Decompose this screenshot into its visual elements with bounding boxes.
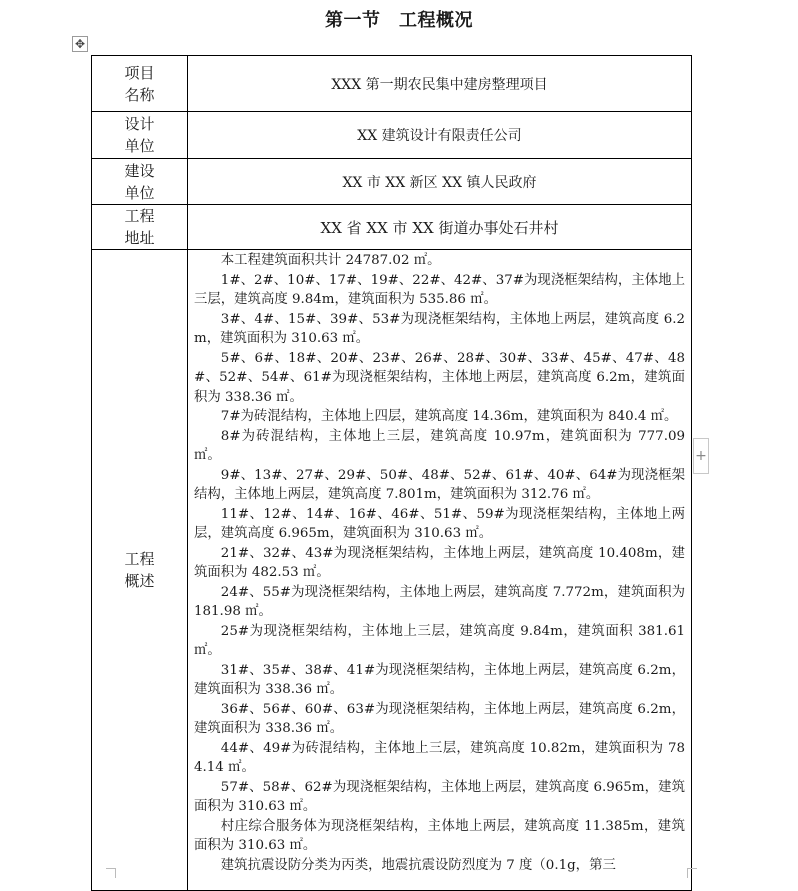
overview-paragraph: 村庄综合服务体为现浇框架结构，主体地上两层，建筑高度 11.385m，建筑面积为 310.63 ㎡。 [194, 818, 685, 853]
construction-unit-label: 建设 单位 [92, 159, 188, 205]
overview-paragraph: 本工程建筑面积共计 24787.02 ㎡。 [220, 253, 441, 268]
overview-paragraph: 44#、49#为砖混结构，主体地上三层，建筑高度 10.82m，建筑面积为 784.14 ㎡。 [194, 740, 685, 775]
overview-paragraph: 24#、55#为现浇框架结构，主体地上两层，建筑高度 7.772m，建筑面积为 181.98 ㎡。 [194, 584, 685, 619]
table-move-handle-icon[interactable]: ✥ [72, 36, 88, 52]
construction-unit-value: XX 市 XX 新区 XX 镇人民政府 [188, 159, 692, 205]
overview-paragraph: 36#、56#、60#、63#为现浇框架结构，主体地上两层，建筑高度 6.2m，建筑面积为 338.36 ㎡。 [194, 701, 685, 736]
table-row [92, 250, 692, 891]
design-unit-value: XX 建筑设计有限责任公司 [188, 112, 692, 159]
section-title: 第一节 工程概况 [325, 10, 473, 31]
overview-paragraph: 57#、58#、62#为现浇框架结构，主体地上两层，建筑高度 6.965m，建筑面积为 310.63 ㎡。 [194, 779, 685, 814]
project-address-label: 工程 地址 [92, 205, 188, 250]
project-name-value: XXX 第一期农民集中建房整理项目 [188, 56, 692, 112]
add-column-icon[interactable]: + [693, 438, 709, 474]
overview-paragraph: 7#为砖混结构，主体地上四层，建筑高度 14.36m，建筑面积为 840.4 ㎡。 [220, 409, 678, 424]
project-address-value: XX 省 XX 市 XX 街道办事处石井村 [188, 205, 692, 250]
overview-paragraph: 31#、35#、38#、41#为现浇框架结构，主体地上两层，建筑高度 6.2m，建筑面积为 338.36 ㎡。 [194, 662, 685, 697]
table-row [92, 205, 692, 250]
overview-paragraph: 11#、12#、14#、16#、46#、51#、59#为现浇框架结构，主体地上两层，建筑高度 6.965m，建筑面积为 310.63 ㎡。 [194, 506, 685, 541]
overview-label: 工程 概述 [92, 250, 188, 891]
overview-cell [188, 250, 692, 891]
overview-paragraph: 25#为现浇框架结构，主体地上三层，建筑高度 9.84m，建筑面积 381.61 ㎡。 [194, 623, 685, 658]
table-row [92, 56, 692, 112]
page-corner-mark-right [687, 868, 697, 878]
overview-paragraph: 21#、32#、43#为现浇框架结构，主体地上两层，建筑高度 10.408m，建筑面积为 482.53 ㎡。 [194, 545, 685, 580]
page-corner-mark-left [106, 868, 116, 878]
overview-paragraph: 8#为砖混结构，主体地上三层，建筑高度 10.97m，建筑面积为 777.09 ㎡。 [194, 428, 685, 463]
overview-paragraph: 9#、13#、27#、29#、50#、48#、52#、61#、40#、64#为现浇框架结构，主体地上两层，建筑高度 7.801m，建筑面积为 312.76 ㎡。 [194, 467, 685, 502]
project-info-table [91, 55, 692, 891]
overview-text [188, 250, 691, 873]
overview-paragraph: 1#、2#、10#、17#、19#、22#、42#、37#为现浇框架结构，主体地上三层，建筑高度 9.84m，建筑面积为 535.86 ㎡。 [194, 272, 685, 307]
overview-paragraph: 5#、6#、18#、20#、23#、26#、28#、30#、33#、45#、47#、48#、52#、54#、61#为现浇框架结构，主体地上两层，建筑高度 6.2m，建筑面积为 338.36 ㎡。 [194, 350, 685, 405]
project-name-label: 项目 名称 [92, 56, 188, 112]
design-unit-label: 设计 单位 [92, 112, 188, 159]
overview-paragraph: 建筑抗震设防分类为丙类，地震抗震设防烈度为 7 度（0.1g，第三 [220, 857, 616, 873]
table-row [92, 159, 692, 205]
overview-paragraph: 3#、4#、15#、39#、53#为现浇框架结构，主体地上两层，建筑高度 6.2m，建筑面积为 310.63 ㎡。 [194, 311, 685, 346]
table-row [92, 112, 692, 159]
